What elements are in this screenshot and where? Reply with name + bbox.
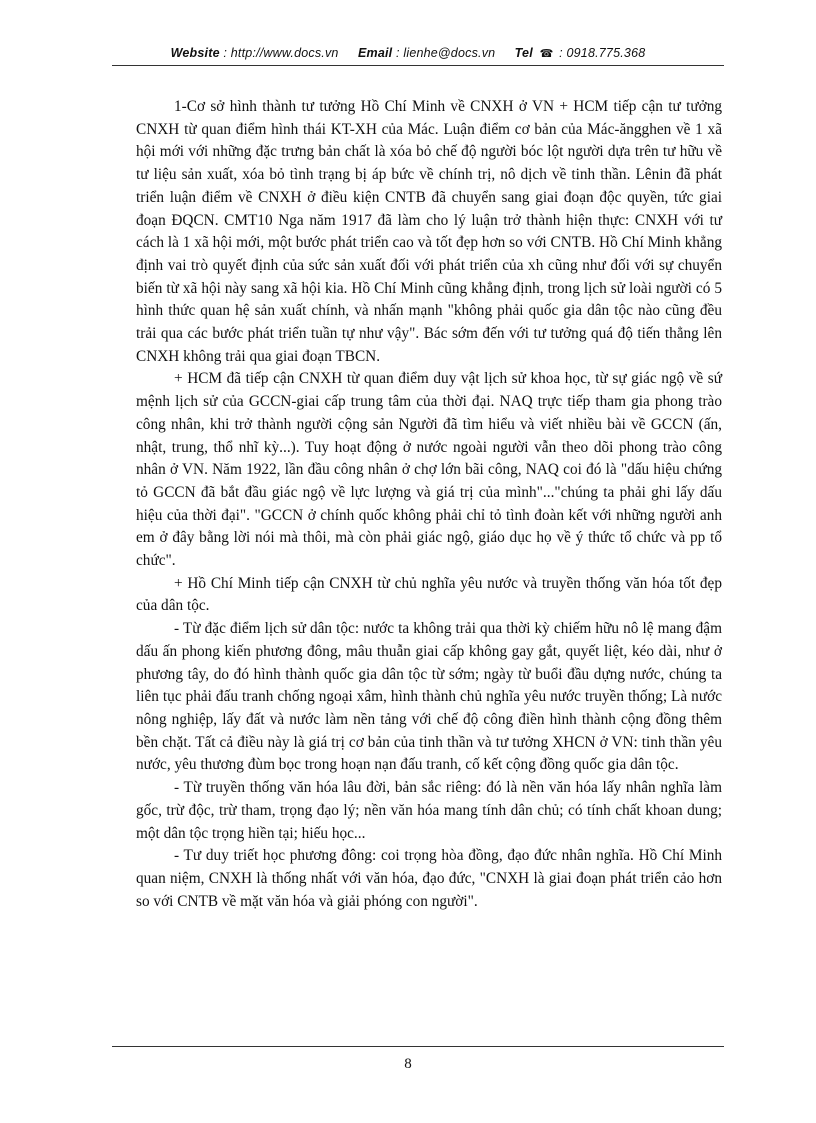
document-body: [136, 96, 722, 913]
footer-divider: [112, 1046, 724, 1047]
website-label: Website: [170, 46, 220, 60]
page-number: 8: [404, 1056, 412, 1072]
header-divider: [112, 65, 724, 66]
body-paragraph: + HCM đã tiếp cận CNXH từ quan điểm duy vật lịch sử khoa học, từ sự giác ngộ về sứ mệnh lịch sử của GCCN-giai cấp trung tâm của thời đại. NAQ trực tiếp tham gia phong trào công nhân, khi trở thành người cộng sản Người đã tìm hiểu và viết nhiều bài về GCCN (ấn, nhật, trung, thổ nhĩ kỳ...). Tuy hoạt động ở nước ngoài người vẫn theo dõi phong trào công nhân ở VN. Năm 1922, lần đầu công nhân ở chợ lớn bãi công, NAQ coi đó là "dấu hiệu chứng tỏ GCCN đã bắt đầu giác ngộ về lực lượng và giá trị của mình"..."chúng ta phải ghi lấy dấu hiệu của thời đại". "GCCN ở chính quốc không phải chỉ tỏ tình đoàn kết với những người anh em ở đây bằng lời nói mà thôi, mà còn phải giác ngộ, giáo dục họ về ý thức tổ chức và pp tổ chức".: [136, 370, 722, 570]
website-value: : http://www.docs.vn: [223, 46, 339, 60]
body-paragraph: - Tư duy triết học phương đông: coi trọng hòa đồng, đạo đức nhân nghĩa. Hồ Chí Minh quan niệm, CNXH là thống nhất với văn hóa, đạo đức, "CNXH là giai đoạn phát triển cảo hơn so với CNTB về mặt văn hóa và giải phóng con người".: [136, 847, 722, 910]
body-paragraph: - Từ truyền thống văn hóa lâu đời, bản sắc riêng: đó là nền văn hóa lấy nhân nghĩa làm gốc, trừ độc, trừ tham, trọng đạo lý; nền văn hóa mang tính dân chủ; có tính chất khoan dung; một dân tộc trọng hiền tại; hiếu học...: [136, 779, 722, 842]
body-paragraph: + Hồ Chí Minh tiếp cận CNXH từ chủ nghĩa yêu nước và truyền thống văn hóa tốt đẹp của dân tộc.: [136, 574, 722, 615]
body-paragraph: - Từ đặc điểm lịch sử dân tộc: nước ta không trải qua thời kỳ chiếm hữu nô lệ mang đậm dấu ấn phong kiến phương đông, mâu thuẫn giai cấp không gay gắt, quyết liệt, kéo dài, như ở phương tây, do đó hình thành quốc gia dân tộc từ sớm; ngày từ buổi đầu dựng nước, chúng ta liên tục phải đấu tranh chống ngoại xâm, hình thành chủ nghĩa yêu nước truyền thống; Là nước nông nghiệp, lấy đất và nước làm nền tảng với chế độ công điền hình thành cộng đồng thêm bền chặt. Tất cả điều này là giá trị cơ bản của tinh thần và tư tưởng XHCN ở VN: tinh thần yêu nước, yêu thương đùm bọc trong hoạn nạn đấu tranh, cố kết cộng đồng quốc gia dân tộc.: [136, 620, 722, 774]
body-paragraph: 1-Cơ sở hình thành tư tưởng Hồ Chí Minh về CNXH ở VN + HCM tiếp cận tư tưởng CNXH từ quan điểm hình thái KT-XH của Mác. Luận điểm cơ bản của Mác-ăngghen về 1 xã hội mới với những đặc trưng bản chất là xóa bỏ chế độ người bóc lột người dựa trên tư hữu về tư liệu sản xuất, xóa bỏ tình trạng bị áp bức về chính trị, nô dịch về tinh thần. Lênin đã phát triển luận điểm về CNXH ở điều kiện CNTB đã chuyển sang giai đoạn độc quyền, tức giai đoạn ĐQCN. CMT10 Nga năm 1917 đã làm cho lý luận trở thành hiện thực: CNXH với tư cách là 1 xã hội mới, một bước phát triển cao và tốt đẹp hơn so với CNTB. Hồ Chí Minh khẳng định vai trò quyết định của sức sản xuất đối với phát triển của xh cũng như đối với sự chuyển biến từ xã hội này sang xã hội kia. Hồ Chí Minh cũng khẳng định, trong lịch sử loài người có 5 hình thức quan hệ sản xuất chính, và nhấn mạnh "không phải quốc gia dân tộc nào cũng đều trải qua các bước phát triển tuần tự như vậy". Bác sớm đến với tư tưởng quá độ tiến thẳng lên CNXH không trải qua giai đoạn TBCN.: [136, 98, 722, 365]
phone-icon: ☎: [539, 48, 554, 60]
tel-label: Tel: [514, 46, 533, 60]
email-value: : lienhe@docs.vn: [396, 46, 496, 60]
email-label: Email: [357, 46, 393, 60]
page-header: [0, 46, 816, 60]
tel-value: : 0918.775.368: [559, 46, 646, 60]
